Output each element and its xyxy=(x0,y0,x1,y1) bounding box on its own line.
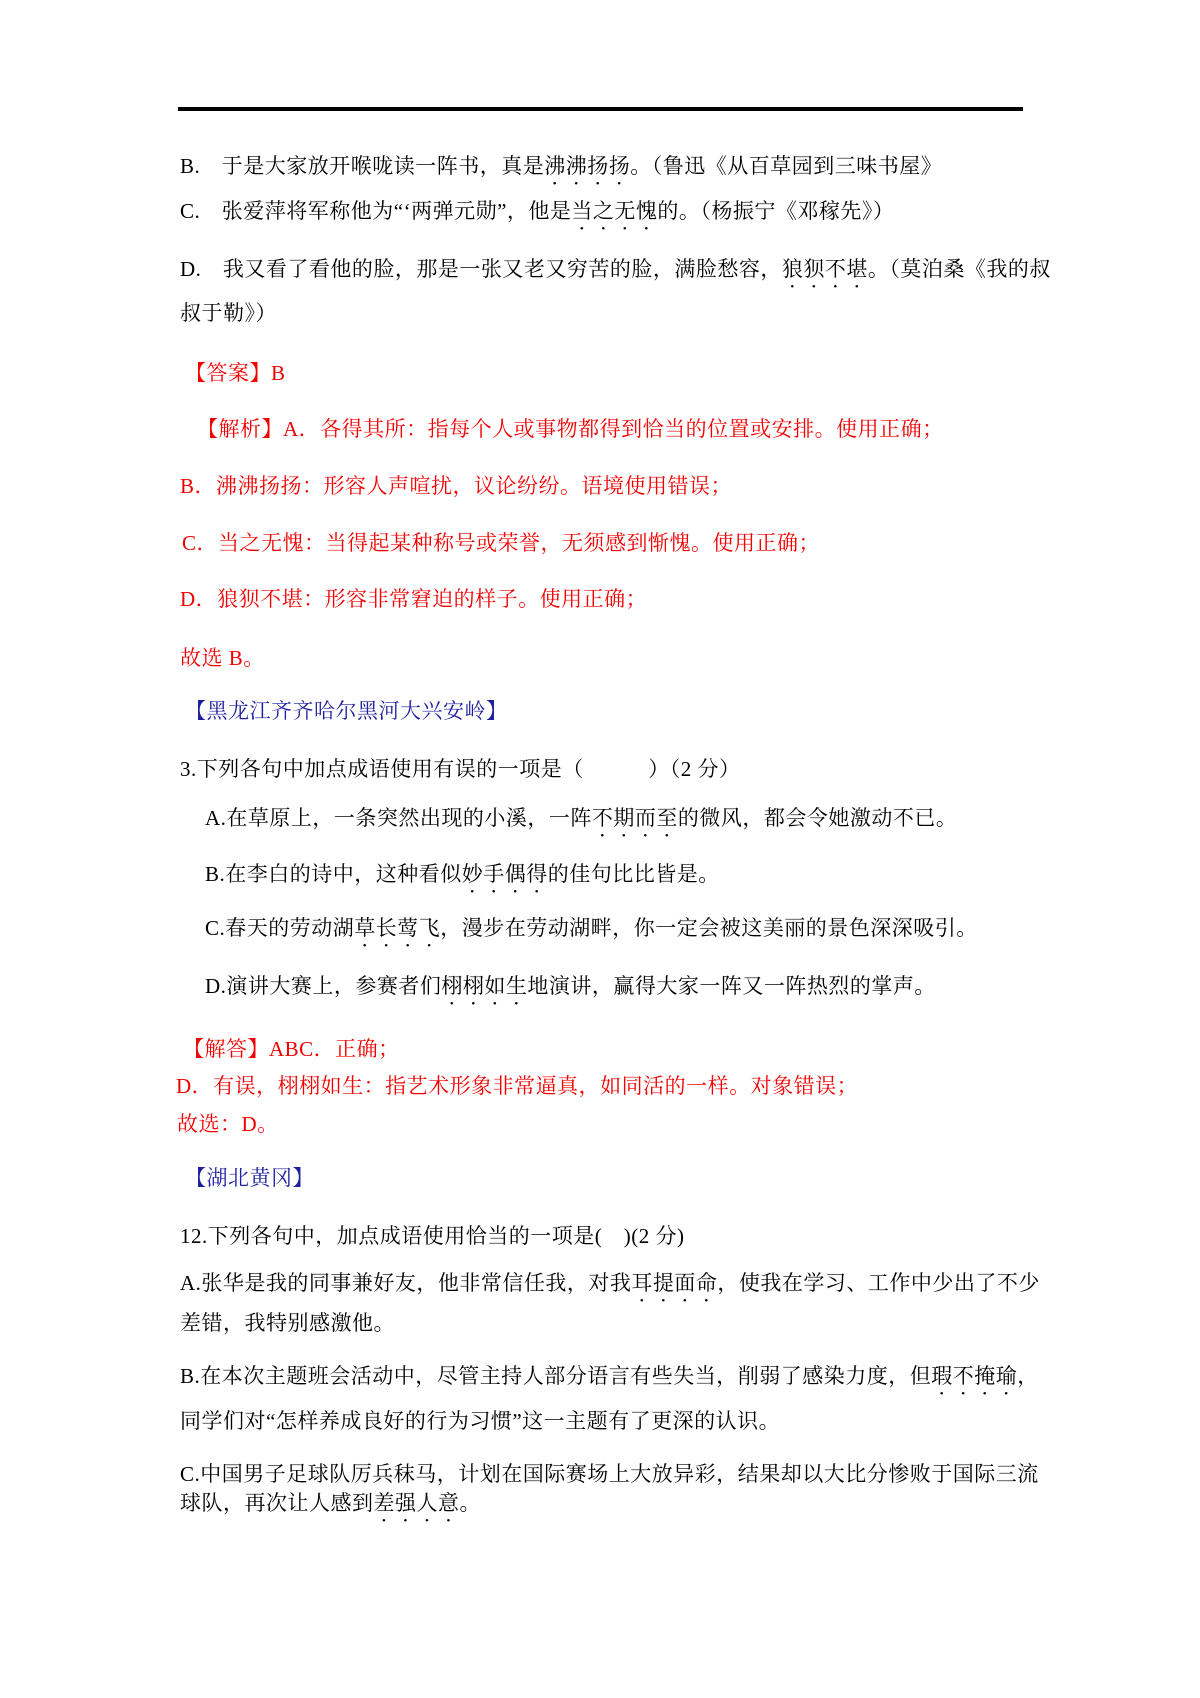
text-segment: D. 我又看了看他的脸，那是一张又老又穷苦的脸，满脸愁容， xyxy=(180,257,782,281)
q2-option-d-line-2 xyxy=(180,298,277,328)
region-header-hubei-huanggang xyxy=(185,1163,314,1193)
text-segment: 。 xyxy=(459,1491,481,1515)
q2-answer xyxy=(185,358,286,388)
text-segment: C. 张爱萍将军称他为“‘两弹元勋”，他是 xyxy=(180,199,572,223)
q2-analysis-d xyxy=(180,584,647,614)
text-segment: 同学们对“怎样养成良好的行为习惯”这一主题有了更深的认识。 xyxy=(180,1409,781,1433)
text-segment: 故选：D。 xyxy=(177,1112,279,1136)
text-segment: ，使我在学习、工作中少出了不少 xyxy=(717,1271,1040,1295)
emphasized-idiom: 当之无愧 xyxy=(571,199,658,223)
text-segment: 【黑龙江齐齐哈尔黑河大兴安岭】 xyxy=(185,699,508,723)
text-segment: A.张华是我的同事兼好友，他非常信任我，对我 xyxy=(180,1271,632,1295)
text-segment: 。（莫泊桑《我的叔 xyxy=(867,257,1051,281)
emphasized-idiom: 妙手偶得 xyxy=(461,862,548,886)
text-segment: 的。（杨振宁《邓稼先》） xyxy=(657,199,895,223)
emphasized-idiom: 不期而至 xyxy=(591,806,678,830)
emphasized-idiom: 沸沸扬扬 xyxy=(544,154,631,178)
text-segment: 【湖北黄冈】 xyxy=(185,1166,314,1190)
q3-option-b xyxy=(205,859,720,898)
header-divider-line xyxy=(178,107,1023,111)
text-segment: C.中国男子足球队厉兵秣马，计划在国际赛场上大放异彩，结果却以大比分惨败于国际三流 xyxy=(180,1462,1039,1486)
text-segment: ， xyxy=(1017,1364,1039,1388)
emphasized-idiom: 狼狈不堪 xyxy=(781,257,868,281)
text-segment: 。（鲁迅《从百草园到三味书屋》 xyxy=(630,154,943,178)
text-segment: 故选 B。 xyxy=(180,646,265,670)
text-segment: B. 于是大家放开喉咙读一阵书，真是 xyxy=(180,154,545,178)
text-segment: B．沸沸扬扬：形容人声喧扰，议论纷纷。语境使用错误； xyxy=(180,474,733,498)
q2-analysis-b xyxy=(180,471,732,501)
q2-option-b xyxy=(180,151,942,190)
text-segment: C.春天的劳动湖 xyxy=(205,916,355,940)
q2-conclusion xyxy=(180,643,265,673)
text-segment: 地演讲，赢得大家一阵又一阵热烈的掌声。 xyxy=(527,974,936,998)
q12-stem xyxy=(180,1221,684,1251)
q12-option-a-line-1 xyxy=(180,1268,1040,1307)
q2-option-c xyxy=(180,196,894,235)
text-segment: D．狼狈不堪：形容非常窘迫的样子。使用正确； xyxy=(180,587,648,611)
text-segment: 差错，我特别感激他。 xyxy=(180,1311,395,1335)
text-segment: D．有误，栩栩如生：指艺术形象非常逼真，如同活的一样。对象错误； xyxy=(176,1074,859,1098)
q3-answer-line-1 xyxy=(183,1034,400,1064)
text-segment: C．当之无愧：当得起某种称号或荣誉，无须感到惭愧。使用正确； xyxy=(182,531,821,555)
emphasized-idiom: 草长莺飞 xyxy=(354,916,441,940)
q3-option-d xyxy=(205,971,936,1010)
q3-stem xyxy=(180,754,741,784)
q2-analysis-a xyxy=(197,414,944,444)
text-segment: B.在李白的诗中，这种看似 xyxy=(205,862,462,886)
text-segment: B.在本次主题班会活动中，尽管主持人部分语言有些失当，削弱了感染力度，但 xyxy=(180,1364,932,1388)
q12-option-b-line-2 xyxy=(180,1406,780,1436)
text-segment: 球队，再次让人感到 xyxy=(180,1491,374,1515)
emphasized-idiom: 栩栩如生 xyxy=(441,974,528,998)
text-segment: 的佳句比比皆是。 xyxy=(547,862,720,886)
q12-option-b-line-1 xyxy=(180,1361,1039,1400)
q12-option-c-line-1 xyxy=(180,1459,1039,1489)
text-segment: ，漫步在劳动湖畔，你一定会被这美丽的景色深深吸引。 xyxy=(440,916,978,940)
text-segment: 【答案】B xyxy=(185,361,286,385)
text-segment: A.在草原上，一条突然出现的小溪，一阵 xyxy=(205,806,592,830)
region-header-heilongjiang xyxy=(185,696,508,726)
text-segment: 12.下列各句中，加点成语使用恰当的一项是( )(2 分) xyxy=(180,1224,685,1248)
emphasized-idiom: 瑕不掩瑜 xyxy=(931,1364,1018,1388)
text-segment: 【解析】A．各得其所：指每个人或事物都得到恰当的位置或安排。使用正确； xyxy=(197,417,944,441)
text-segment: D.演讲大赛上，参赛者们 xyxy=(205,974,442,998)
q2-analysis-c xyxy=(182,528,820,558)
q3-answer-line-2 xyxy=(176,1071,858,1101)
text-segment: 3.下列各句中加点成语使用有误的一项是（ ）（2 分） xyxy=(180,757,741,781)
q3-option-c xyxy=(205,913,978,952)
text-segment: 叔于勒》） xyxy=(180,301,277,325)
q3-conclusion xyxy=(177,1109,279,1139)
emphasized-idiom: 耳提面命 xyxy=(631,1271,718,1295)
q2-option-d-line-1 xyxy=(180,254,1051,293)
text-segment: 【解答】ABC．正确； xyxy=(183,1037,400,1061)
emphasized-idiom: 差强人意 xyxy=(373,1491,460,1515)
q12-option-a-line-2 xyxy=(180,1308,395,1338)
text-segment: 的微风，都会令她激动不已。 xyxy=(677,806,958,830)
q3-option-a xyxy=(205,803,957,842)
q12-option-c-line-2 xyxy=(180,1488,481,1527)
